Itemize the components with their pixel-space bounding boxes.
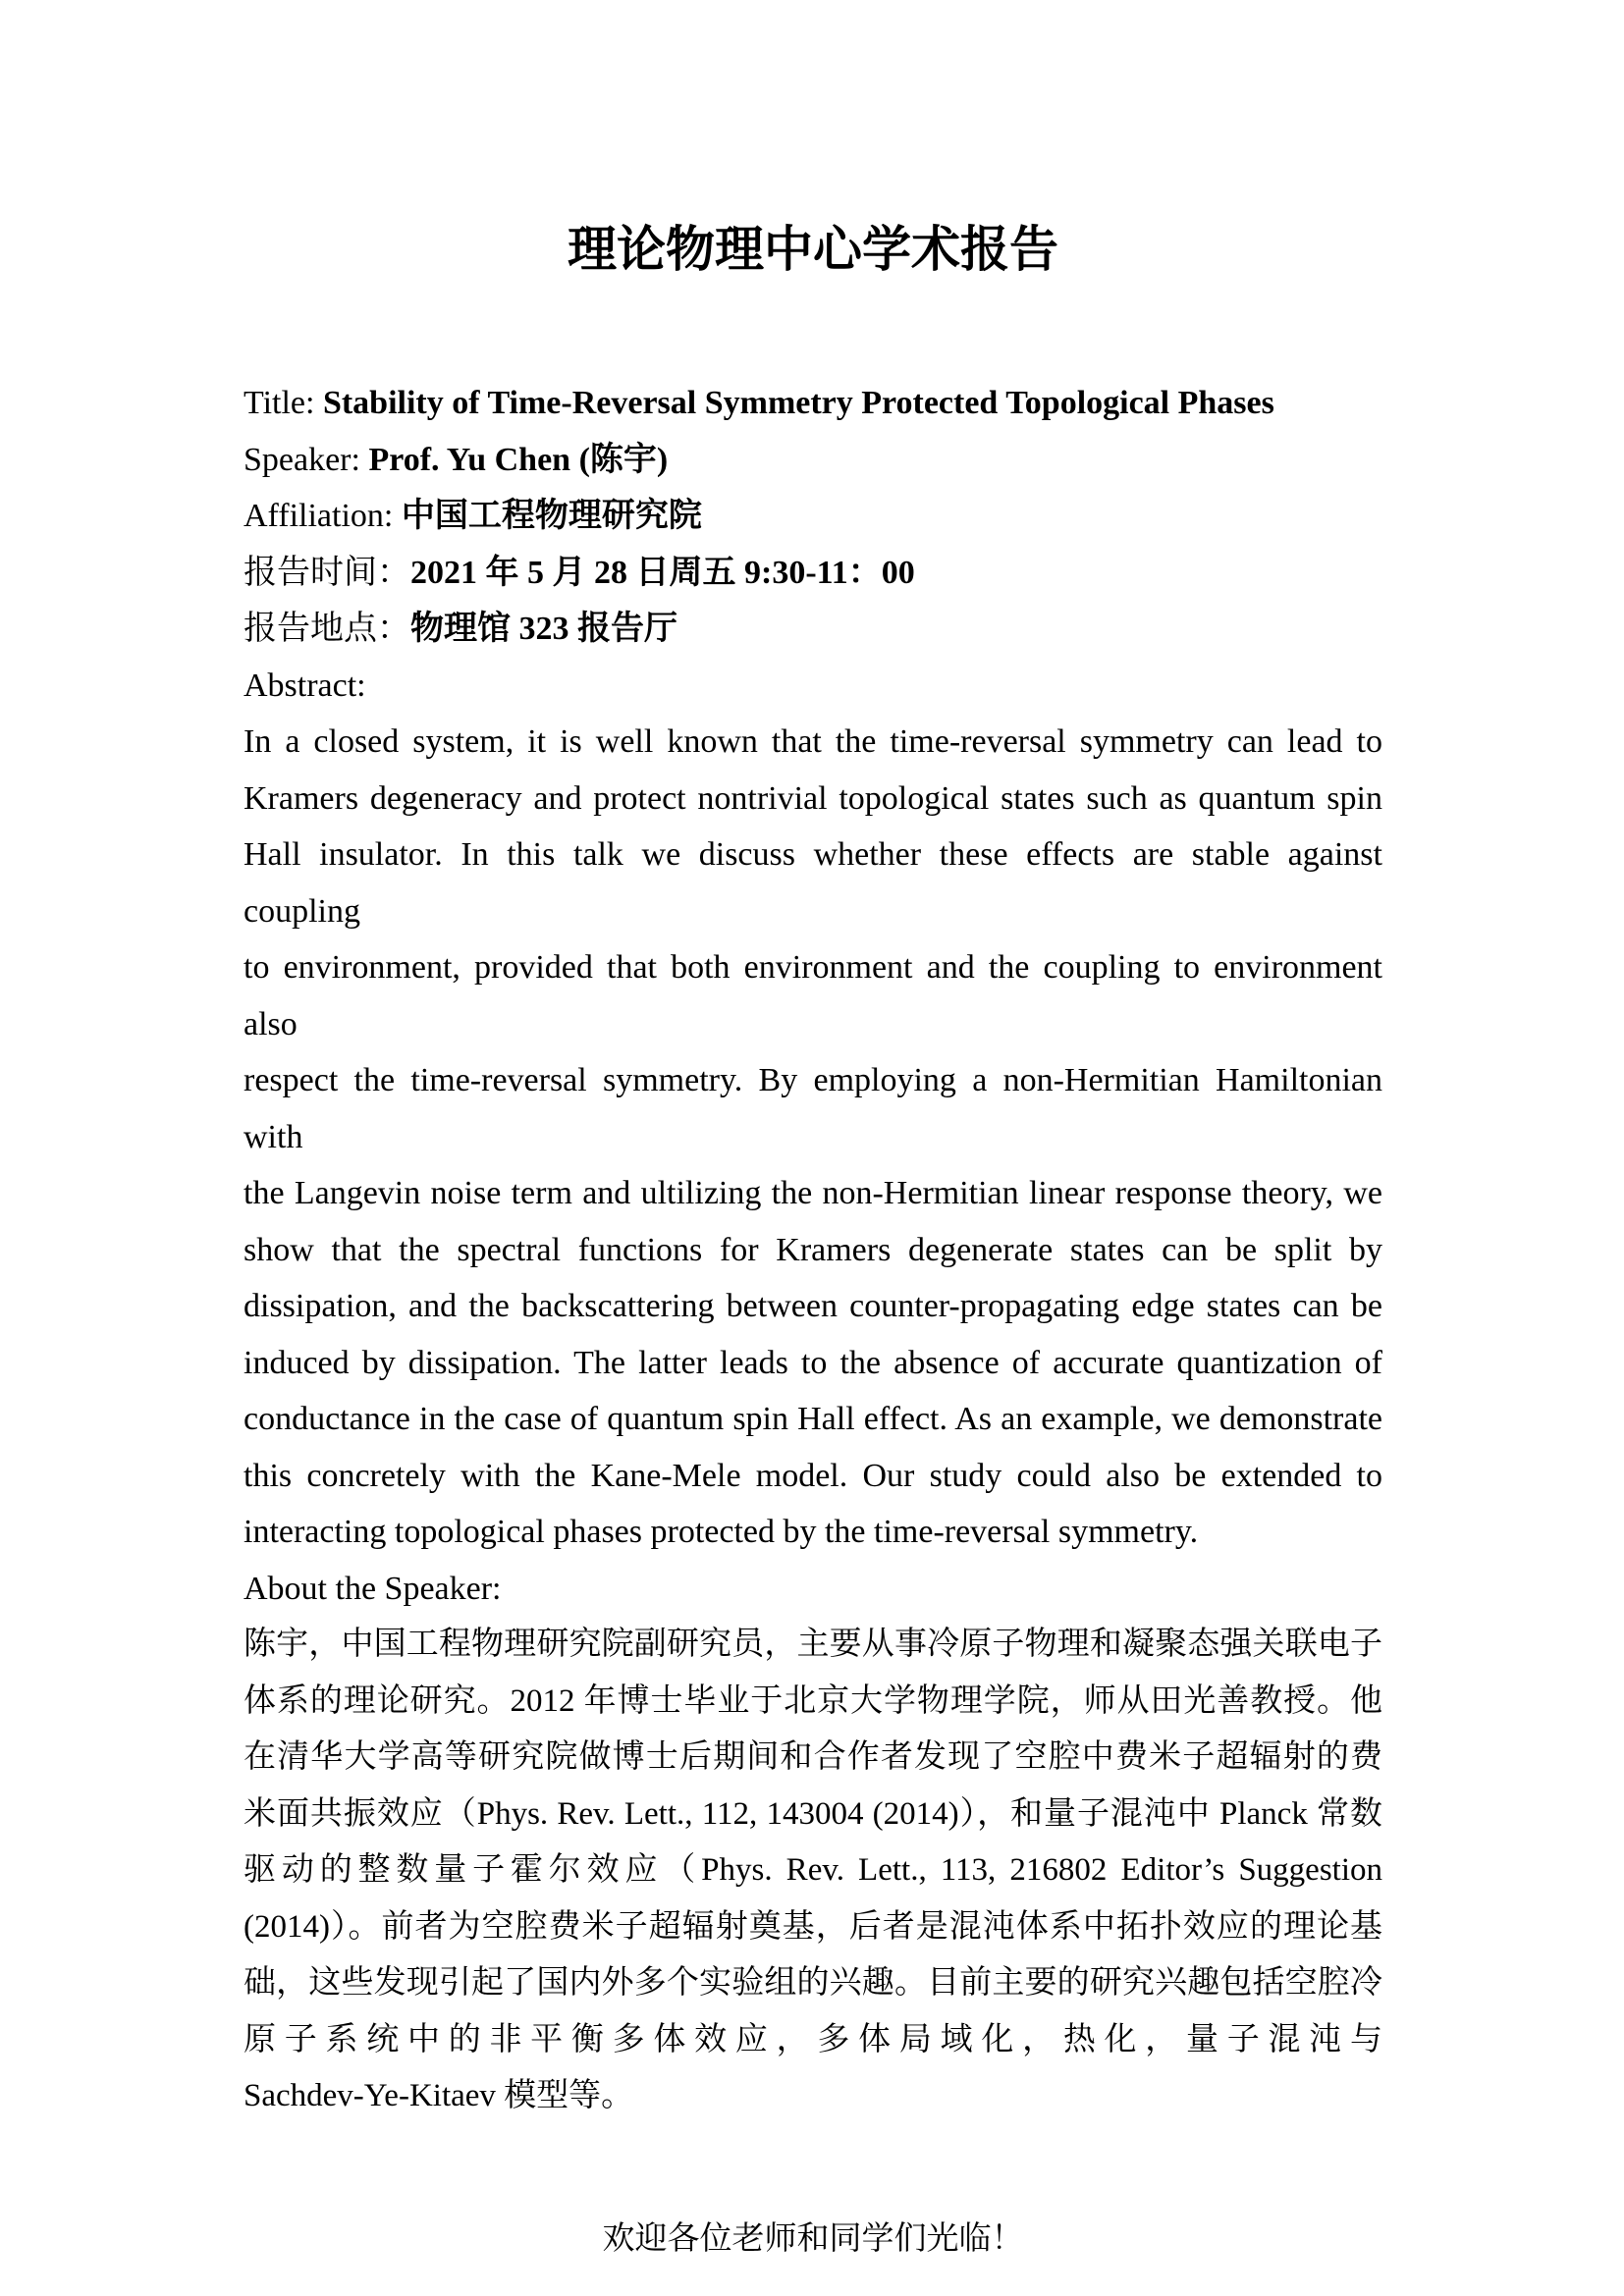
info-row-time xyxy=(244,545,1382,602)
time-value: 2021 年 5 月 28 日周五 9:30-11：00 xyxy=(410,554,915,591)
title-value: Stability of Time-Reversal Symmetry Protected Topological Phases xyxy=(322,385,1274,421)
text-line: induced by dissipation. The latter leads to the absence of accurate quantization of xyxy=(244,1344,1382,1381)
text-line: Hall insulator. In this talk we discuss whether these effects are stable against coupling xyxy=(244,836,1382,930)
abstract-heading: Abstract: xyxy=(244,667,366,704)
affiliation-label: Affiliation: xyxy=(244,498,402,534)
document-title: 理论物理中心学术报告 xyxy=(568,222,1058,277)
speaker-bio-paragraph xyxy=(244,1617,1382,2125)
text-line: this concretely with the Kane-Mele model. Our study could also be extended to xyxy=(244,1457,1382,1494)
text-line: 驱动的整数量子霍尔效应（Phys. Rev. Lett., 113, 216802 Editor’s Suggestion xyxy=(244,1852,1382,1888)
text-line: respect the time-reversal symmetry. By employing a non-Hermitian Hamiltonian with xyxy=(244,1062,1382,1155)
text-line: Sachdev-Ye-Kitaev 模型等。 xyxy=(244,2078,634,2113)
text-line: conductance in the case of quantum spin Hall effect. As an example, we demonstrate xyxy=(244,1401,1382,1437)
text-line: (2014)）。前者为空腔费米子超辐射奠基，后者是混沌体系中拓扑效应的理论基 xyxy=(244,1908,1382,1945)
text-line: to environment, provided that both environment and the coupling to environment also xyxy=(244,949,1382,1042)
text-line: 在清华大学高等研究院做博士后期间和合作者发现了空腔中费米子超辐射的费 xyxy=(244,1739,1382,1775)
text-line: Kramers degeneracy and protect nontrivial topological states such as quantum spin xyxy=(244,779,1382,817)
location-label: 报告地点： xyxy=(244,611,410,647)
text-line: show that the spectral functions for Kramers degenerate states can be split by xyxy=(244,1231,1382,1268)
text-line: 米面共振效应（Phys. Rev. Lett., 112, 143004 (2014)），和量子混沌中 Planck 常数 xyxy=(244,1795,1382,1832)
info-row-location xyxy=(244,601,1382,658)
info-row-speaker xyxy=(244,432,1382,489)
abstract-paragraph xyxy=(244,714,1382,1561)
text-line: In a closed system, it is well known that the time-reversal symmetry can lead to xyxy=(244,723,1382,760)
location-value: 物理馆 323 报告厅 xyxy=(410,611,677,647)
text-line: 原子系统中的非平衡多体效应，多体局域化，热化，量子混沌与 xyxy=(244,2021,1382,2057)
speaker-value: Prof. Yu Chen (陈宇) xyxy=(368,441,669,478)
speaker-heading: About the Speaker: xyxy=(244,1570,502,1607)
text-line: 体系的理论研究。2012 年博士毕业于北京大学物理学院，师从田光善教授。他 xyxy=(244,1682,1382,1719)
affiliation-value: 中国工程物理研究院 xyxy=(401,498,702,534)
info-row-affiliation xyxy=(244,488,1382,545)
text-line: dissipation, and the backscattering between counter-propagating edge states can be xyxy=(244,1288,1382,1324)
text-line: interacting topological phases protected by the time-reversal symmetry. xyxy=(244,1514,1199,1550)
info-block xyxy=(244,375,1382,658)
text-line: 础，这些发现引起了国内外多个实验组的兴趣。目前主要的研究兴趣包括空腔冷 xyxy=(244,1965,1382,2001)
title-label: Title: xyxy=(244,385,323,421)
info-row-title xyxy=(244,375,1382,432)
text-line: the Langevin noise term and ultilizing the non-Hermitian linear response theory, we xyxy=(244,1175,1382,1211)
closing-line: 欢迎各位老师和同学们光临！ xyxy=(602,2220,1024,2257)
time-label: 报告时间： xyxy=(244,554,410,591)
speaker-label: Speaker: xyxy=(244,441,369,478)
text-line: 陈宇，中国工程物理研究院副研究员，主要从事冷原子物理和凝聚态强关联电子 xyxy=(244,1627,1382,1662)
